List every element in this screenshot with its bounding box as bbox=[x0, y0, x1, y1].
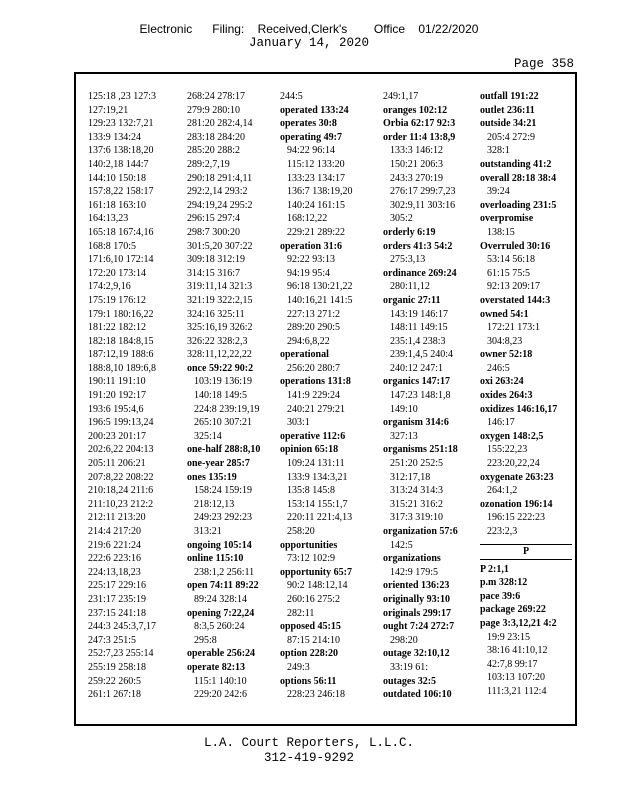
index-line: 280:11,12 bbox=[390, 281, 430, 293]
index-entry: online 115:10 bbox=[187, 553, 244, 565]
index-line: 283:18 284:20 bbox=[187, 131, 246, 143]
index-line: 265:10 307:21 bbox=[194, 417, 253, 429]
index-line: 140:18 149:5 bbox=[194, 390, 248, 402]
court-reporter-name: L.A. Court Reporters, L.L.C. bbox=[203, 736, 415, 750]
index-line: 39:24 bbox=[487, 186, 510, 198]
index-line: 222:6 223:16 bbox=[88, 553, 142, 565]
index-line: 207:8,22 208:22 bbox=[88, 471, 154, 483]
index-line: 324:16 325:11 bbox=[187, 308, 245, 320]
index-line: 301:5,20 307:22 bbox=[187, 240, 253, 252]
index-line: 193:6 195:4,6 bbox=[88, 403, 144, 415]
index-entry: order 11:4 13:8,9 bbox=[383, 131, 456, 143]
index-line: 164:13,23 bbox=[88, 213, 129, 225]
index-entry: opposed 45:15 bbox=[280, 621, 341, 633]
index-entry: organics 147:17 bbox=[383, 376, 450, 388]
index-entry: ordinance 269:24 bbox=[383, 267, 457, 279]
index-entry: operable 256:24 bbox=[187, 648, 256, 660]
index-line: 157:8,22 158:17 bbox=[88, 186, 154, 198]
index-line: 229:21 289:22 bbox=[287, 226, 346, 238]
index-line: 53:14 56:18 bbox=[487, 254, 536, 266]
index-line: 136:7 138:19,20 bbox=[287, 186, 353, 198]
index-entry: one-year 285:7 bbox=[187, 458, 250, 470]
index-line: 115:1 140:10 bbox=[194, 675, 247, 687]
index-line: 314:15 316:7 bbox=[187, 267, 241, 279]
hearing-date: January 14, 2020 bbox=[248, 36, 370, 50]
index-line: 168:12,22 bbox=[287, 213, 328, 225]
index-entry: orders 41:3 54:2 bbox=[383, 240, 453, 252]
index-line: 92:13 209:17 bbox=[487, 281, 541, 293]
index-entry: oxi 263:24 bbox=[480, 376, 524, 388]
index-box bbox=[74, 72, 577, 726]
index-entry: Overruled 30:16 bbox=[480, 240, 551, 252]
index-entry: overall 28:18 38:4 bbox=[480, 172, 557, 184]
index-entry: opportunity 65:7 bbox=[280, 566, 352, 578]
index-line: 94:19 95:4 bbox=[287, 267, 331, 279]
index-entry: opportunities bbox=[280, 539, 338, 551]
index-entry: operative 112:6 bbox=[280, 430, 346, 442]
index-line: 137:6 138:18,20 bbox=[88, 145, 154, 157]
index-line: 172:21 173:1 bbox=[487, 322, 541, 334]
index-line: 251:20 252:5 bbox=[390, 458, 444, 470]
index-line: 133:23 134:17 bbox=[287, 172, 346, 184]
index-entry: organization 57:6 bbox=[383, 526, 458, 537]
index-line: 240:12 247:1 bbox=[390, 362, 444, 374]
index-line: 244:3 245:3,7,17 bbox=[88, 621, 157, 633]
index-line: 261:1 267:18 bbox=[88, 689, 142, 701]
index-line: 92:22 93:13 bbox=[287, 254, 336, 266]
index-line: 239:1,4,5 240:4 bbox=[390, 349, 454, 361]
index-line: 289:2,7,19 bbox=[187, 158, 230, 170]
index-line: 225:17 229:16 bbox=[88, 580, 147, 592]
efile-stamp: Electronic Filing: Received,Clerk's Office 01/22/2020 bbox=[139, 22, 479, 36]
index-entry: ones 135:19 bbox=[187, 471, 237, 483]
index-line: 328:1 bbox=[487, 145, 510, 157]
index-entry: P 2:1,1 bbox=[480, 563, 509, 575]
index-line: 138:15 bbox=[487, 226, 515, 238]
index-entry: oranges 102:12 bbox=[383, 104, 448, 116]
index-line: 174:2,9,16 bbox=[88, 281, 131, 293]
page-number: Page 358 bbox=[513, 57, 574, 71]
index-line: 258:20 bbox=[287, 526, 315, 537]
index-line: 219:6 221:24 bbox=[88, 539, 142, 551]
index-line: 292:2,14 293:2 bbox=[187, 186, 248, 198]
index-line: 243:3 270:19 bbox=[390, 172, 444, 184]
index-line: 129:23 132:7,21 bbox=[88, 118, 154, 130]
index-line: 290:18 291:4,11 bbox=[187, 172, 253, 184]
index-line: 294:6,8,22 bbox=[287, 335, 330, 347]
index-line: 94:22 96:14 bbox=[287, 145, 336, 157]
index-line: 210:18,24 211:6 bbox=[88, 485, 154, 497]
index-line: 182:18 184:8,15 bbox=[88, 335, 154, 347]
index-line: 19:9 23:15 bbox=[487, 631, 531, 643]
index-entry: Orbia 62:17 92:3 bbox=[383, 118, 456, 130]
index-entry: opinion 65:18 bbox=[280, 444, 339, 456]
index-line: 191:20 192:17 bbox=[88, 390, 147, 402]
index-line: 187:12,19 188:6 bbox=[88, 349, 154, 361]
index-line: 8:3,5 260:24 bbox=[194, 621, 245, 633]
index-line: 89:24 328:14 bbox=[194, 593, 248, 605]
index-line: 147:23 148:1,8 bbox=[390, 390, 451, 402]
index-line: 220:11 221:4,13 bbox=[287, 512, 353, 524]
index-line: 165:18 167:4,16 bbox=[88, 226, 154, 238]
index-line: 87:15 214:10 bbox=[287, 634, 341, 646]
index-line: 223:20,22,24 bbox=[487, 458, 540, 470]
index-entry: operating 49:7 bbox=[280, 131, 342, 143]
index-line: 285:20 288:2 bbox=[187, 145, 241, 157]
index-line: 312:17,18 bbox=[390, 471, 431, 483]
index-entry: open 74:11 89:22 bbox=[187, 580, 259, 592]
index-line: 317:3 319:10 bbox=[390, 512, 444, 524]
index-line: 214:4 217:20 bbox=[88, 526, 142, 537]
index-entry: outside 34:21 bbox=[480, 118, 537, 130]
index-line: 252:7,23 255:14 bbox=[88, 648, 154, 660]
index-line: 228:23 246:18 bbox=[287, 689, 346, 701]
index-entry: orderly 6:19 bbox=[383, 226, 436, 238]
index-line: 289:20 290:5 bbox=[287, 322, 341, 334]
index-entry: ongoing 105:14 bbox=[187, 539, 252, 551]
index-line: 142:5 bbox=[390, 539, 413, 551]
index-line: 296:15 297:4 bbox=[187, 213, 241, 225]
index-entry: oxygenate 263:23 bbox=[480, 471, 554, 483]
index-line: 303:1 bbox=[287, 417, 310, 429]
index-line: 256:20 280:7 bbox=[287, 362, 341, 374]
index-entry: package 269:22 bbox=[480, 604, 546, 616]
index-line: 325:14 bbox=[194, 430, 222, 442]
index-column-4 bbox=[383, 90, 475, 702]
index-line: 140:24 161:15 bbox=[287, 199, 346, 211]
index-line: 264:1,2 bbox=[487, 485, 518, 497]
index-line: 103:13 107:20 bbox=[487, 672, 546, 684]
index-line: 309:18 312:19 bbox=[187, 254, 246, 266]
index-entry: overstated 144:3 bbox=[480, 294, 551, 306]
index-entry: ozonation 196:14 bbox=[480, 498, 553, 510]
index-line: 259:22 260:5 bbox=[88, 675, 142, 687]
index-line: 125:18 ,23 127:3 bbox=[88, 91, 157, 102]
index-line: 181:22 182:12 bbox=[88, 322, 147, 334]
index-line: 321:19 322:2,15 bbox=[187, 294, 253, 306]
index-line: 61:15 75:5 bbox=[487, 267, 531, 279]
index-entry: outdated 106:10 bbox=[383, 689, 452, 701]
index-line: 212:11 213:20 bbox=[88, 512, 146, 524]
index-entry: oxides 264:3 bbox=[480, 390, 533, 402]
index-line: 200:23 201:17 bbox=[88, 430, 147, 442]
index-line: 190:11 191:10 bbox=[88, 376, 146, 388]
index-line: 133:9 134:3,21 bbox=[287, 471, 348, 483]
index-line: 146:17 bbox=[487, 417, 515, 429]
index-entry: owner 52:18 bbox=[480, 349, 533, 361]
index-entry: operated 133:24 bbox=[280, 104, 349, 116]
index-line: 325:16,19 326:2 bbox=[187, 322, 253, 334]
index-line: 276:17 299:7,23 bbox=[390, 186, 456, 198]
index-line: 196:5 199:13,24 bbox=[88, 417, 154, 429]
index-line: 224:13,18,23 bbox=[88, 566, 141, 578]
index-line: 155:22,23 bbox=[487, 444, 528, 456]
index-line: 223:2,3 bbox=[487, 526, 518, 537]
index-entry: outfall 191:22 bbox=[480, 91, 539, 102]
index-line: 298:7 300:20 bbox=[187, 226, 241, 238]
index-entry: oxygen 148:2,5 bbox=[480, 430, 544, 442]
index-line: 281:20 282:4,14 bbox=[187, 118, 253, 130]
index-line: 33:19 61: bbox=[390, 661, 429, 673]
index-entry: owned 54:1 bbox=[480, 308, 529, 320]
index-line: 150:21 206:3 bbox=[390, 158, 444, 170]
index-entry: outages 32:5 bbox=[383, 675, 437, 687]
court-reporter-phone: 312-419-9292 bbox=[263, 751, 354, 765]
index-entry: outlet 236:11 bbox=[480, 104, 535, 116]
index-line: 244:5 bbox=[280, 91, 303, 102]
index-line: 188:8,10 189:6,8 bbox=[88, 362, 157, 374]
index-line: 143:19 146:17 bbox=[390, 308, 449, 320]
index-line: 326:22 328:2,3 bbox=[187, 335, 248, 347]
index-entry: one-half 288:8,10 bbox=[187, 444, 261, 456]
index-line: 328:11,12,22,22 bbox=[187, 349, 252, 361]
section-header: P bbox=[480, 544, 572, 560]
index-line: 313:24 314:3 bbox=[390, 485, 444, 497]
index-line: 133:9 134:24 bbox=[88, 131, 142, 143]
index-line: 305:2 bbox=[390, 213, 413, 225]
index-line: 313:21 bbox=[194, 526, 222, 537]
index-line: 302:9,11 303:16 bbox=[390, 199, 456, 211]
index-line: 218:12,13 bbox=[194, 498, 235, 510]
index-entry: operations 131:8 bbox=[280, 376, 351, 388]
index-line: 249:23 292:23 bbox=[194, 512, 253, 524]
index-entry: ought 7:24 272:7 bbox=[383, 621, 455, 633]
index-line: 282:11 bbox=[287, 607, 315, 619]
index-line: 238:1,2 256:11 bbox=[194, 566, 255, 578]
index-line: 96:18 130:21,22 bbox=[287, 281, 353, 293]
index-entry: operation 31:6 bbox=[280, 240, 342, 252]
index-line: 140:2,18 144:7 bbox=[88, 158, 149, 170]
index-line: 175:19 176:12 bbox=[88, 294, 147, 306]
index-line: 211:10,23 212:2 bbox=[88, 498, 154, 510]
index-line: 133:3 146:12 bbox=[390, 145, 444, 157]
index-entry: oriented 136:23 bbox=[383, 580, 450, 592]
index-entry: oxidizes 146:16,17 bbox=[480, 403, 558, 415]
index-line: 42:7,8 99:17 bbox=[487, 658, 538, 670]
index-line: 275:3,13 bbox=[390, 254, 426, 266]
index-line: 38:16 41:10,12 bbox=[487, 645, 548, 657]
index-entry: outage 32:10,12 bbox=[383, 648, 450, 660]
index-entry: organisms 251:18 bbox=[383, 444, 458, 456]
index-entry: option 228:20 bbox=[280, 648, 339, 660]
index-line: 260:16 275:2 bbox=[287, 593, 341, 605]
index-line: 229:20 242:6 bbox=[194, 689, 248, 701]
index-column-2 bbox=[187, 90, 279, 702]
index-line: 142:9 179:5 bbox=[390, 566, 439, 578]
index-entry: options 56:11 bbox=[280, 675, 337, 687]
index-line: 158:24 159:19 bbox=[194, 485, 253, 497]
index-line: 298:20 bbox=[390, 634, 418, 646]
index-line: 247:3 251:5 bbox=[88, 634, 137, 646]
index-entry: page 3:3,12,21 4:2 bbox=[480, 617, 557, 629]
index-line: 73:12 102:9 bbox=[287, 553, 336, 565]
index-line: 295:8 bbox=[194, 634, 217, 646]
index-line: 196:15 222:23 bbox=[487, 512, 546, 524]
index-line: 202:6,22 204:13 bbox=[88, 444, 154, 456]
index-entry: operational bbox=[280, 349, 329, 361]
index-entry: organizations bbox=[383, 553, 441, 565]
index-line: 294:19,24 295:2 bbox=[187, 199, 253, 211]
index-line: 127:19,21 bbox=[88, 104, 129, 116]
index-line: 90:2 148:12,14 bbox=[287, 580, 348, 592]
index-line: 249:1,17 bbox=[383, 91, 419, 102]
index-line: 255:19 258:18 bbox=[88, 661, 147, 673]
index-column-5 bbox=[480, 90, 572, 699]
index-line: 246:5 bbox=[487, 362, 510, 374]
index-line: 249:3 bbox=[287, 661, 310, 673]
index-line: 109:24 131:11 bbox=[287, 458, 345, 470]
index-line: 115:12 133:20 bbox=[287, 158, 345, 170]
index-entry: organism 314:6 bbox=[383, 417, 449, 429]
index-line: 231:17 235:19 bbox=[88, 593, 147, 605]
index-entry: originally 93:10 bbox=[383, 593, 450, 605]
index-line: 103:19 136:19 bbox=[194, 376, 253, 388]
index-line: 235:1,4 238:3 bbox=[390, 335, 446, 347]
index-line: 304:8,23 bbox=[487, 335, 523, 347]
index-line: 140:16,21 141:5 bbox=[287, 294, 353, 306]
index-entry: overloading 231:5 bbox=[480, 199, 557, 211]
index-line: 148:11 149:15 bbox=[390, 322, 448, 334]
index-entry: operate 82:13 bbox=[187, 661, 246, 673]
index-line: 149:10 bbox=[390, 403, 418, 415]
index-line: 279:9 280:10 bbox=[187, 104, 241, 116]
index-line: 144:10 150:18 bbox=[88, 172, 147, 184]
index-line: 224:8 239:19,19 bbox=[194, 403, 260, 415]
index-line: 135:8 145:8 bbox=[287, 485, 336, 497]
index-entry: overpromise bbox=[480, 213, 534, 225]
index-line: 171:6,10 172:14 bbox=[88, 254, 154, 266]
index-line: 205:4 272:9 bbox=[487, 131, 536, 143]
index-entry: outstanding 41:2 bbox=[480, 158, 552, 170]
index-entry: once 59:22 90:2 bbox=[187, 362, 254, 374]
index-line: 227:13 271:2 bbox=[287, 308, 341, 320]
index-line: 205:11 206:21 bbox=[88, 458, 146, 470]
index-line: 153:14 155:1,7 bbox=[287, 498, 348, 510]
index-entry: operates 30:8 bbox=[280, 118, 337, 130]
index-entry: pace 39:6 bbox=[480, 590, 521, 602]
index-column-3 bbox=[280, 90, 372, 702]
index-entry: opening 7:22,24 bbox=[187, 607, 255, 619]
index-line: 240:21 279:21 bbox=[287, 403, 346, 415]
index-line: 319:11,14 321:3 bbox=[187, 281, 253, 293]
index-line: 268:24 278:17 bbox=[187, 91, 246, 102]
index-line: 141:9 229:24 bbox=[287, 390, 341, 402]
index-line: 315:21 316:2 bbox=[390, 498, 444, 510]
index-column-1 bbox=[88, 90, 180, 702]
index-entry: originals 299:17 bbox=[383, 607, 452, 619]
index-line: 179:1 180:16,22 bbox=[88, 308, 154, 320]
index-line: 172:20 173:14 bbox=[88, 267, 147, 279]
index-entry: p.m 328:12 bbox=[480, 577, 528, 589]
index-line: 168:8 170:5 bbox=[88, 240, 137, 252]
index-entry: organic 27:11 bbox=[383, 294, 441, 306]
index-line: 237:15 241:18 bbox=[88, 607, 147, 619]
index-line: 111:3,21 112:4 bbox=[487, 685, 547, 697]
index-line: 327:13 bbox=[390, 430, 418, 442]
index-line: 161:18 163:10 bbox=[88, 199, 147, 211]
